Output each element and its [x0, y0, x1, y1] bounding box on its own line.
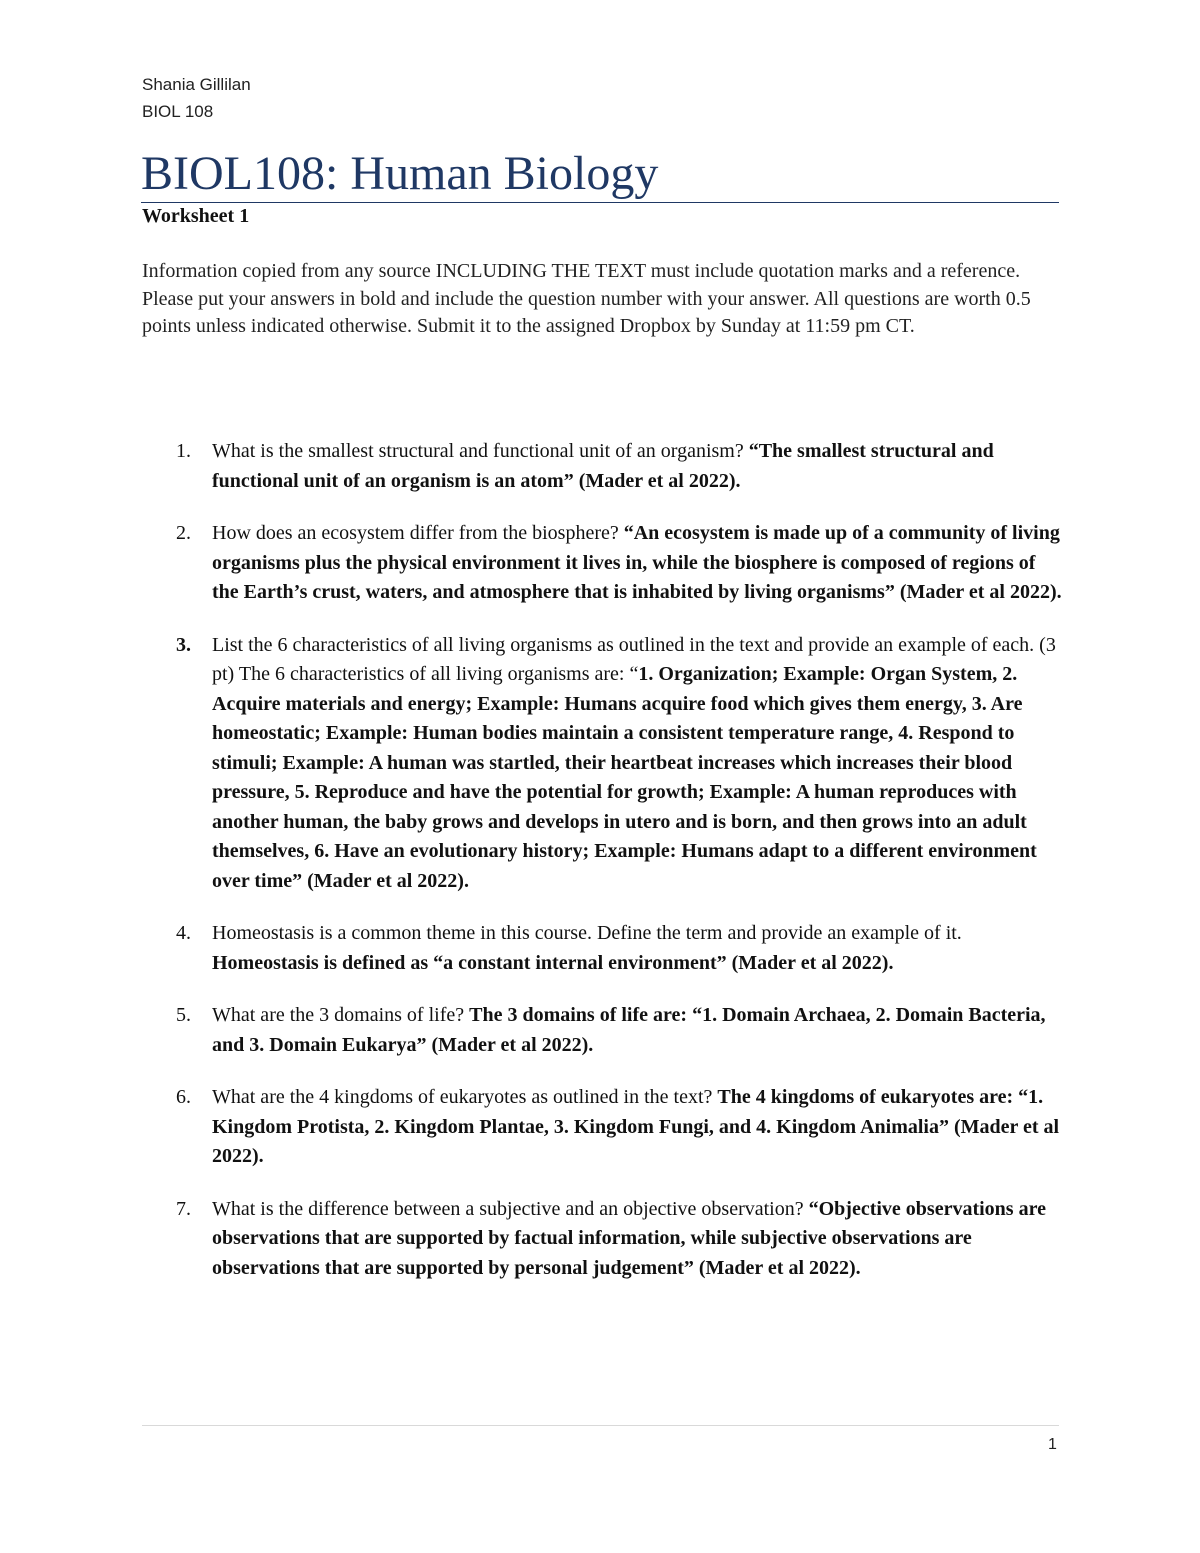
question-item-3	[142, 631, 1062, 897]
answer-text: “Objective observations are observations that are supported by factual information, while subjective observations are observations that are supported by personal judgement” (Mader et al 2022).	[212, 1197, 1046, 1279]
question-text: What are the 3 domains of life?	[212, 1004, 470, 1026]
question-number: 6.	[176, 1086, 191, 1108]
question-number: 1.	[176, 440, 191, 462]
question-item-4	[142, 919, 1062, 978]
answer-text: The 4 kingdoms of eukaryotes are: “1. Kingdom Protista, 2. Kingdom Plantae, 3. Kingdom Fungi, and 4. Kingdom Animalia” (Mader et al 2022).	[212, 1086, 1060, 1167]
instructions-paragraph: Information copied from any source INCLUDING THE TEXT must include quotation marks and a reference. Please put your answers in bold and include the question number with your answer. All questions are worth 0.5 points unless indicated otherwise. Submit it to the assigned Dropbox by Sunday at 11:59 pm CT.	[142, 260, 1031, 337]
answer-text: 1. Organization; Example: Organ System, 2. Acquire materials and energy; Example: Humans acquire food which gives them energy, 3. Are homeostatic; Example: Human bodies maintain a consistent temperature range, 4. Respond to stimuli; Example: A human was startled, their heartbeat increases which increases their blood pressure, 5. Reproduce and have the potential for growth; Example: A human reproduces with another human, the baby grows and develops in utero and is born, and then grows into an adult themselves, 6. Have an evolutionary history; Example: Humans adapt to a different environment over time” (Mader et al 2022).	[212, 663, 1037, 892]
document-title: BIOL108: Human Biology	[141, 146, 1059, 203]
answer-text: “The smallest structural and functional unit of an organism is an atom” (Mader et al 2022).	[212, 440, 994, 492]
question-text: What are the 4 kingdoms of eukaryotes as outlined in the text?	[212, 1086, 718, 1108]
question-item-1	[142, 437, 1062, 496]
answer-text: Homeostasis is defined as “a constant internal environment” (Mader et al 2022).	[212, 951, 894, 974]
worksheet-subtitle: Worksheet 1	[142, 205, 250, 227]
question-number: 3.	[176, 633, 191, 656]
question-number: 4.	[176, 922, 191, 944]
question-item-2	[142, 519, 1062, 608]
student-name: Shania Gillilan	[142, 75, 251, 94]
answer-text: The 3 domains of life are: “1. Domain Archaea, 2. Domain Bacteria, and 3. Domain Eukarya” (Mader et al 2022).	[212, 1004, 1046, 1056]
course-code: BIOL 108	[142, 102, 214, 121]
question-list	[142, 437, 1062, 1306]
question-text: What is the smallest structural and functional unit of an organism?	[212, 440, 749, 462]
question-item-7	[142, 1195, 1062, 1284]
question-text: What is the difference between a subjective and an objective observation?	[212, 1197, 809, 1220]
question-number: 2.	[176, 522, 191, 544]
question-text: List the 6 characteristics of all living organisms as outlined in the text and provide an example of each. (3 pt) The 6 characteristics of all living organisms are: “	[212, 633, 1056, 685]
answer-text: “An ecosystem is made up of a community of living organisms plus the physical environment it lives in, while the biosphere is composed of regions of the Earth’s crust, waters, and atmosphere that is inhabited by living organisms” (Mader et al 2022).	[212, 522, 1062, 603]
question-item-6	[142, 1083, 1062, 1172]
page-number: 1	[1048, 1436, 1057, 1453]
question-number: 7.	[176, 1197, 191, 1220]
question-number: 5.	[176, 1004, 191, 1026]
footer-divider	[142, 1425, 1059, 1426]
question-text: How does an ecosystem differ from the biosphere?	[212, 522, 624, 544]
question-text: Homeostasis is a common theme in this course. Define the term and provide an example of it.	[212, 922, 962, 944]
question-item-5	[142, 1001, 1062, 1060]
